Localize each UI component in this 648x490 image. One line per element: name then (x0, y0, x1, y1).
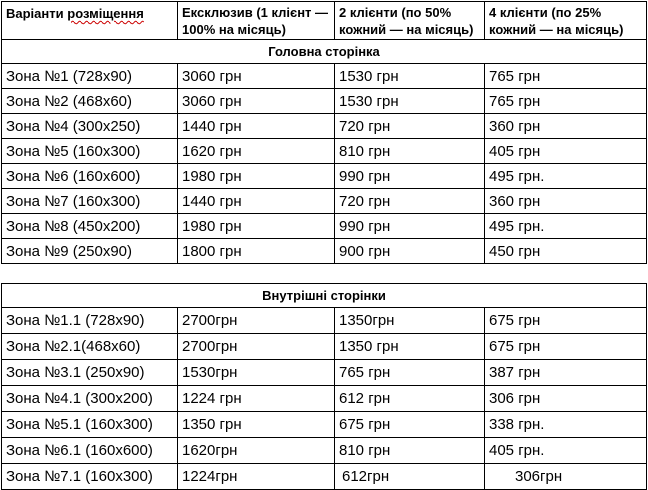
zone-cell: Зона №4 (300x250) (2, 114, 178, 139)
header-exclusive: Ексклюзив (1 клієнт — 100% на місяць) (178, 2, 335, 40)
price-two-clients-cell: 612грн (335, 464, 485, 490)
price-two-clients-cell: 990 грн (335, 214, 485, 239)
table-row (2, 239, 647, 264)
price-exclusive-cell: 1224грн (178, 464, 335, 490)
pricing-table-inner (1, 283, 647, 490)
price-four-clients-cell: 306грн (485, 464, 647, 490)
table-row (2, 360, 647, 386)
price-exclusive-cell: 3060 грн (178, 64, 335, 89)
price-four-clients-cell: 338 грн. (485, 412, 647, 438)
price-two-clients-cell: 675 грн (335, 412, 485, 438)
section-row (2, 284, 647, 308)
price-four-clients-cell: 360 грн (485, 189, 647, 214)
header-two-clients: 2 клієнти (по 50% кожний — на місяць) (335, 2, 485, 40)
header-row (2, 2, 647, 40)
table-row (2, 114, 647, 139)
table-row (2, 64, 647, 89)
price-four-clients-cell: 360 грн (485, 114, 647, 139)
zone-cell: Зона №4.1 (300x200) (2, 386, 178, 412)
header-placement (2, 2, 178, 40)
table-row (2, 334, 647, 360)
section-title-main: Головна сторінка (2, 40, 647, 64)
price-two-clients-cell: 1530 грн (335, 89, 485, 114)
price-four-clients-cell: 675 грн (485, 334, 647, 360)
header-placement-underlined: розміщення (67, 6, 144, 21)
price-two-clients-cell: 765 грн (335, 360, 485, 386)
price-two-clients-cell: 810 грн (335, 438, 485, 464)
price-exclusive-cell: 2700грн (178, 334, 335, 360)
price-exclusive-cell: 1980 грн (178, 214, 335, 239)
section-row (2, 40, 647, 64)
table-row (2, 412, 647, 438)
pricing-table-main (1, 1, 647, 264)
zone-cell: Зона №8 (450x200) (2, 214, 178, 239)
zone-cell: Зона №2.1(468x60) (2, 334, 178, 360)
price-four-clients-cell: 405 грн (485, 139, 647, 164)
zone-cell: Зона №7.1 (160x300) (2, 464, 178, 490)
price-four-clients-cell: 765 грн (485, 64, 647, 89)
zone-cell: Зона №6.1 (160x600) (2, 438, 178, 464)
zone-cell: Зона №1 (728x90) (2, 64, 178, 89)
price-exclusive-cell: 1800 грн (178, 239, 335, 264)
price-four-clients-cell: 405 грн. (485, 438, 647, 464)
price-exclusive-cell: 1530грн (178, 360, 335, 386)
price-four-clients-cell: 450 грн (485, 239, 647, 264)
header-placement-word: Варіанти (6, 6, 64, 21)
price-exclusive-cell: 1620грн (178, 438, 335, 464)
price-exclusive-cell: 1980 грн (178, 164, 335, 189)
price-two-clients-cell: 720 грн (335, 189, 485, 214)
price-four-clients-cell: 495 грн. (485, 164, 647, 189)
table-row (2, 308, 647, 334)
zone-cell: Зона №9 (250x90) (2, 239, 178, 264)
price-two-clients-cell: 900 грн (335, 239, 485, 264)
zone-cell: Зона №7 (160x300) (2, 189, 178, 214)
price-exclusive-cell: 1350 грн (178, 412, 335, 438)
table-row (2, 438, 647, 464)
price-four-clients-cell: 306 грн (485, 386, 647, 412)
price-two-clients-cell: 1350грн (335, 308, 485, 334)
price-two-clients-cell: 990 грн (335, 164, 485, 189)
price-two-clients-cell: 720 грн (335, 114, 485, 139)
table-row (2, 214, 647, 239)
price-exclusive-cell: 1440 грн (178, 189, 335, 214)
price-exclusive-cell: 1224 грн (178, 386, 335, 412)
zone-cell: Зона №5 (160x300) (2, 139, 178, 164)
table-row (2, 164, 647, 189)
price-two-clients-cell: 612 грн (335, 386, 485, 412)
price-two-clients-cell: 1350 грн (335, 334, 485, 360)
price-four-clients-cell: 765 грн (485, 89, 647, 114)
table-row (2, 464, 647, 490)
price-four-clients-cell: 495 грн. (485, 214, 647, 239)
price-four-clients-cell: 387 грн (485, 360, 647, 386)
price-exclusive-cell: 1440 грн (178, 114, 335, 139)
zone-cell: Зона №6 (160x600) (2, 164, 178, 189)
price-four-clients-cell: 675 грн (485, 308, 647, 334)
zone-cell: Зона №3.1 (250x90) (2, 360, 178, 386)
zone-cell: Зона №2 (468x60) (2, 89, 178, 114)
table-row (2, 189, 647, 214)
zone-cell: Зона №5.1 (160x300) (2, 412, 178, 438)
table-row (2, 89, 647, 114)
table-row (2, 139, 647, 164)
price-exclusive-cell: 2700грн (178, 308, 335, 334)
zone-cell: Зона №1.1 (728x90) (2, 308, 178, 334)
price-exclusive-cell: 1620 грн (178, 139, 335, 164)
price-exclusive-cell: 3060 грн (178, 89, 335, 114)
table-row (2, 386, 647, 412)
section-title-inner: Внутрішні сторінки (2, 284, 647, 308)
price-two-clients-cell: 810 грн (335, 139, 485, 164)
header-four-clients: 4 клієнти (по 25% кожний — на місяць) (485, 2, 647, 40)
price-two-clients-cell: 1530 грн (335, 64, 485, 89)
